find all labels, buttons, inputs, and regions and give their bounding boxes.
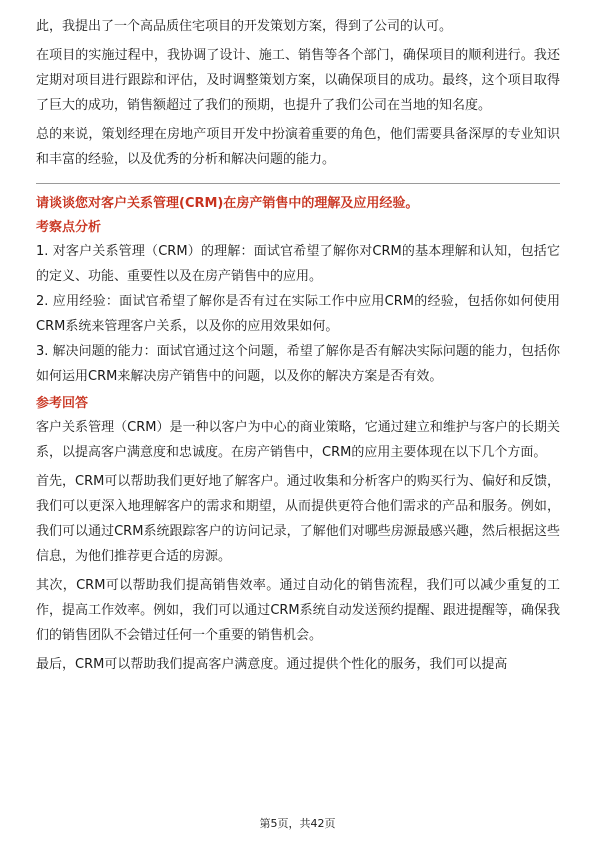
answer-heading: 参考回答	[36, 396, 89, 411]
answer-paragraph-1: 客户关系管理（CRM）是一种以客户为中心的商业策略，它通过建立和维护与客户的长期关系，以提高客户满意度和忠诚度。在房产销售中，CRM的应用主要体现在以下几个方面。	[36, 420, 560, 460]
answer-paragraph-3: 其次，CRM可以帮助我们提高销售效率。通过自动化的销售流程，我们可以减少重复的工作，提高工作效率。例如，我们可以通过CRM系统自动发送预约提醒、跟进提醒等，确保我们的销售团队不会错过任何一个重要的销售机会。	[36, 578, 560, 643]
analysis-item-3: 3. 解决问题的能力：面试官通过这个问题，希望了解你是否有解决实际问题的能力，包括你如何运用CRM来解决房产销售中的问题，以及你的解决方案是否有效。	[36, 344, 560, 384]
analysis-heading: 考察点分析	[36, 220, 102, 235]
document-page	[36, 14, 560, 681]
analysis-item-1: 1. 对客户关系管理（CRM）的理解：面试官希望了解你对CRM的基本理解和认知，包括它的定义、功能、重要性以及在房产销售中的应用。	[36, 244, 560, 284]
question-heading: 请谈谈您对客户关系管理(CRM)在房产销售中的理解及应用经验。	[36, 196, 419, 211]
intro-paragraph-2: 在项目的实施过程中，我协调了设计、施工、销售等各个部门，确保项目的顺利进行。我还定期对项目进行跟踪和评估，及时调整策划方案，以确保项目的成功。最终，这个项目取得了巨大的成功，销售额超过了我们的预期，也提升了我们公司在当地的知名度。	[36, 48, 560, 113]
intro-paragraph-1: 此，我提出了一个高品质住宅项目的开发策划方案，得到了公司的认可。	[36, 19, 453, 34]
analysis-item-2: 2. 应用经验：面试官希望了解你是否有过在实际工作中应用CRM的经验，包括你如何使用CRM系统来管理客户关系，以及你的应用效果如何。	[36, 294, 560, 334]
answer-paragraph-4: 最后，CRM可以帮助我们提高客户满意度。通过提供个性化的服务，我们可以提高	[36, 657, 508, 672]
answer-paragraph-2: 首先，CRM可以帮助我们更好地了解客户。通过收集和分析客户的购买行为、偏好和反馈，我们可以更深入地理解客户的需求和期望，从而提供更符合他们需求的产品和服务。例如，我们可以通过CRM系统跟踪客户的访问记录，了解他们对哪些房源最感兴趣，然后根据这些信息，为他们推荐更合适的房源。	[36, 474, 560, 564]
page-number-footer: 第5页，共42页	[259, 817, 336, 830]
intro-paragraph-3: 总的来说，策划经理在房地产项目开发中扮演着重要的角色，他们需要具备深厚的专业知识和丰富的经验，以及优秀的分析和解决问题的能力。	[36, 127, 560, 167]
section-divider	[36, 183, 560, 184]
